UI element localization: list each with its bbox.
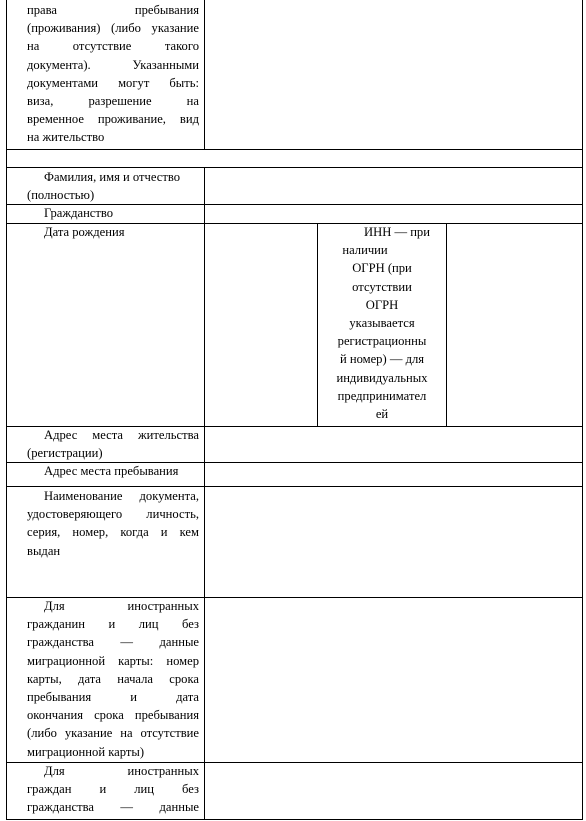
citizenship-label: Гражданство [44, 206, 114, 220]
table-border-left [6, 167, 7, 820]
table-border-right [582, 0, 583, 149]
table-border-left [6, 0, 7, 149]
column-divider [204, 167, 205, 820]
migration-card-label: Для иностранных гражданин и лиц без гражданства — данные миграционной карты: номер карты, дата начала срока пребывания и дата окончания срока пребывания (либо указание на отсутствие миграционной карты) [27, 599, 199, 759]
full-name-label: Фамилия, имя и отчество (полностью) [27, 170, 181, 203]
table-border-right [582, 149, 583, 168]
residence-right-cell-label: права пребывания (проживания) (либо указание на отсутствие такого документа). Указанными документами могут быть: виза, разрешение на временное проживание, вид на жительство [27, 3, 199, 145]
table-border-right [582, 167, 583, 820]
residence-address-label: Адрес места жительства (регистрации) [27, 428, 199, 461]
birth-date-label: Дата рождения [44, 225, 125, 239]
inn-ogrn-label: ИНН — при наличии ОГРН (при отсутствии ОГРН указывается регистрационны й номер) — для индивидуальных предпринимател ей [336, 225, 430, 422]
identity-document-label: Наименование документа, удостоверяющего личность, серия, номер, когда и кем выдан [27, 489, 199, 558]
inner-column-divider [446, 223, 447, 426]
table-border-bottom [6, 819, 583, 820]
column-divider [204, 0, 205, 149]
row-border [6, 149, 583, 150]
stay-address-label: Адрес места пребывания [44, 464, 179, 478]
foreign-citizens-label: Для иностранных граждан и лиц без гражданства — данные [27, 764, 199, 815]
table-border-left [6, 149, 7, 168]
